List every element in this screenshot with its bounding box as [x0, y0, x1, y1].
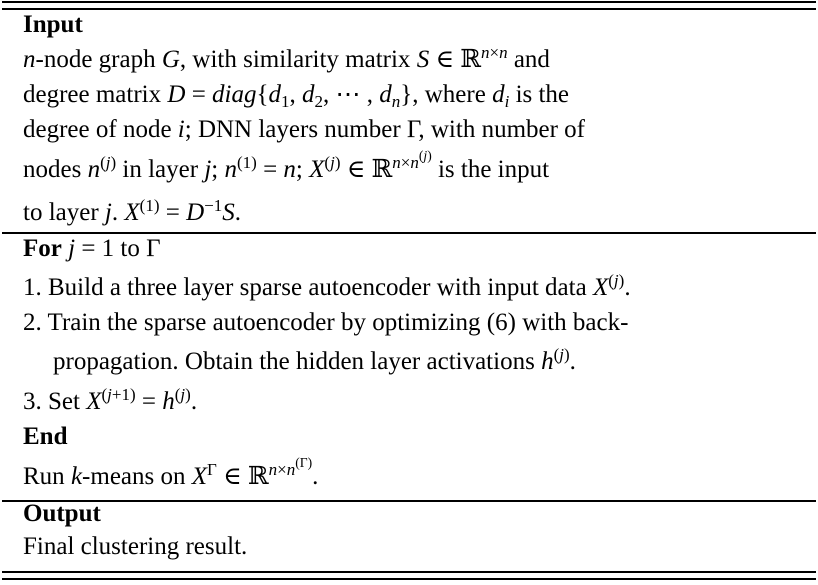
text: .: [312, 463, 319, 490]
math-variable: j: [613, 270, 619, 290]
text: {: [256, 81, 269, 108]
text: -means on: [82, 463, 192, 490]
text: (: [100, 152, 106, 172]
math-variable: n: [499, 42, 508, 62]
text: degree of node: [23, 116, 178, 143]
superscript: [175, 385, 191, 404]
text: 2: [314, 92, 323, 112]
superscript: [204, 196, 222, 215]
math-variable: n: [391, 92, 401, 112]
text: degree matrix: [23, 81, 168, 108]
math-variable: n: [268, 459, 278, 479]
kmeans-line: [23, 455, 319, 492]
text: in layer: [116, 156, 205, 183]
math-variable: j: [104, 199, 112, 226]
text: =: [185, 81, 213, 108]
text: (: [418, 148, 424, 164]
math-variable: n: [286, 459, 296, 479]
text: ): [334, 152, 341, 172]
math-variable: n: [480, 42, 490, 62]
text: Γ: [207, 459, 217, 479]
text: is the: [509, 81, 570, 108]
input-line: [23, 42, 550, 75]
input-line: [23, 80, 569, 110]
superscript: [140, 196, 160, 215]
superscript: [554, 345, 570, 364]
text: (: [553, 344, 560, 364]
text: ;: [211, 156, 225, 183]
superscript: [268, 455, 313, 479]
subscript: [505, 92, 510, 111]
bottom-rule-outer: [2, 578, 816, 580]
text: 1: [281, 92, 290, 112]
math-variable: X: [86, 388, 102, 415]
text: .: [111, 199, 125, 226]
text: .: [234, 199, 241, 226]
math-variable: X: [191, 463, 208, 490]
bottom-rule-inner: [2, 571, 816, 573]
math-variable: j: [105, 152, 111, 172]
text: propagation. Obtain the hidden layer activations: [53, 348, 542, 375]
text: nodes: [23, 156, 88, 183]
step-line: [23, 384, 198, 417]
math-variable: n: [283, 156, 296, 183]
math-variable: n: [410, 152, 419, 172]
superscript: [207, 460, 217, 479]
text: ): [185, 384, 191, 404]
text: = 1 to Γ: [75, 235, 161, 262]
text: ; DNN layers number Γ, with number of: [184, 116, 586, 143]
superscript: [392, 148, 432, 172]
bold-text: Input: [23, 11, 83, 38]
text: (: [324, 152, 331, 172]
math-variable: n: [224, 156, 237, 183]
text: ): [427, 148, 432, 164]
text: 1. Build a three layer sparse autoencoder with input data: [23, 274, 593, 301]
math-variable: j: [68, 235, 76, 262]
text: =: [159, 199, 187, 226]
top-rule-inner: [2, 8, 816, 10]
text: =: [135, 388, 163, 415]
text: ∈ ℝ: [216, 463, 269, 490]
text: (: [101, 384, 108, 404]
math-variable: i: [504, 92, 510, 112]
text: .: [624, 274, 631, 301]
superscript: [295, 455, 312, 470]
text: (1): [236, 152, 257, 172]
subscript: [315, 92, 324, 111]
math-variable: j: [559, 344, 564, 364]
text: (1): [139, 195, 160, 215]
input-line: [23, 115, 585, 145]
end-heading: [23, 422, 67, 452]
step-line: [23, 308, 628, 338]
math-variable: D: [186, 199, 205, 226]
input-line: [23, 148, 550, 185]
text: Run: [23, 463, 71, 490]
text: .: [190, 388, 198, 415]
text: ): [563, 344, 570, 364]
superscript: [481, 43, 508, 62]
top-rule-outer: [2, 1, 816, 3]
text: is the input: [431, 156, 550, 183]
text: (: [608, 270, 614, 290]
text: Final clustering result.: [23, 533, 248, 560]
math-variable: h: [162, 388, 175, 415]
math-variable: n: [392, 152, 401, 172]
math-variable: n: [23, 46, 36, 73]
bold-text: End: [23, 423, 68, 450]
text: (Γ): [295, 455, 313, 471]
text: +1): [111, 384, 136, 404]
math-variable: X: [309, 156, 325, 183]
text: ,: [289, 81, 302, 108]
for-heading: [23, 234, 161, 264]
text: ): [618, 270, 625, 290]
input-heading: [23, 10, 83, 40]
math-variable: j: [107, 384, 112, 404]
superscript: [419, 148, 432, 163]
math-variable: j: [330, 152, 335, 172]
superscript: [324, 153, 340, 172]
math-variable: j: [204, 156, 212, 183]
text: and: [507, 46, 550, 73]
text: ∈ ℝ: [340, 156, 393, 183]
text: ∈ ℝ: [429, 46, 481, 73]
math-variable: X: [592, 274, 609, 301]
text: , ⋯ ,: [323, 81, 380, 108]
superscript: [100, 153, 116, 172]
subscript: [281, 92, 290, 111]
math-variable: D: [167, 81, 186, 108]
text: ): [110, 152, 117, 172]
math-variable: G: [161, 46, 180, 73]
input-line: [23, 195, 241, 228]
text: -node graph: [35, 46, 162, 73]
step-line: [53, 344, 576, 377]
math-variable: j: [423, 148, 428, 164]
text: , with similarity matrix: [179, 46, 417, 73]
math-variable: d: [492, 81, 505, 108]
superscript: [101, 385, 135, 404]
text: .: [569, 348, 576, 375]
math-variable: k: [70, 463, 83, 490]
math-variable: d: [379, 81, 392, 108]
superscript: [237, 153, 257, 172]
text: ;: [295, 156, 310, 183]
math-variable: j: [180, 384, 186, 404]
output-line: [23, 532, 247, 562]
text: ×: [489, 42, 500, 62]
text: }, where: [400, 81, 493, 108]
text: to layer: [23, 199, 105, 226]
text: ×: [400, 152, 411, 172]
superscript: [608, 271, 624, 290]
text: 3. Set: [23, 388, 87, 415]
bold-text: Output: [23, 500, 101, 527]
math-variable: S: [416, 46, 430, 73]
math-variable: diag: [212, 81, 257, 108]
math-variable: S: [222, 199, 235, 226]
step-line: [23, 270, 631, 303]
math-variable: i: [177, 116, 185, 143]
output-heading: [23, 499, 101, 529]
bold-text: For: [23, 235, 62, 262]
math-variable: n: [87, 156, 101, 183]
text: (: [174, 384, 181, 404]
subscript: [392, 92, 401, 111]
text: =: [256, 156, 284, 183]
math-variable: d: [302, 81, 315, 108]
math-variable: h: [541, 348, 554, 375]
math-variable: d: [268, 81, 281, 108]
math-variable: X: [124, 199, 140, 226]
output-separator: [2, 500, 816, 502]
text: 2. Train the sparse autoencoder by optimizing (6) with back-: [23, 309, 629, 336]
text: ×: [277, 459, 287, 479]
text: −1: [204, 195, 223, 215]
